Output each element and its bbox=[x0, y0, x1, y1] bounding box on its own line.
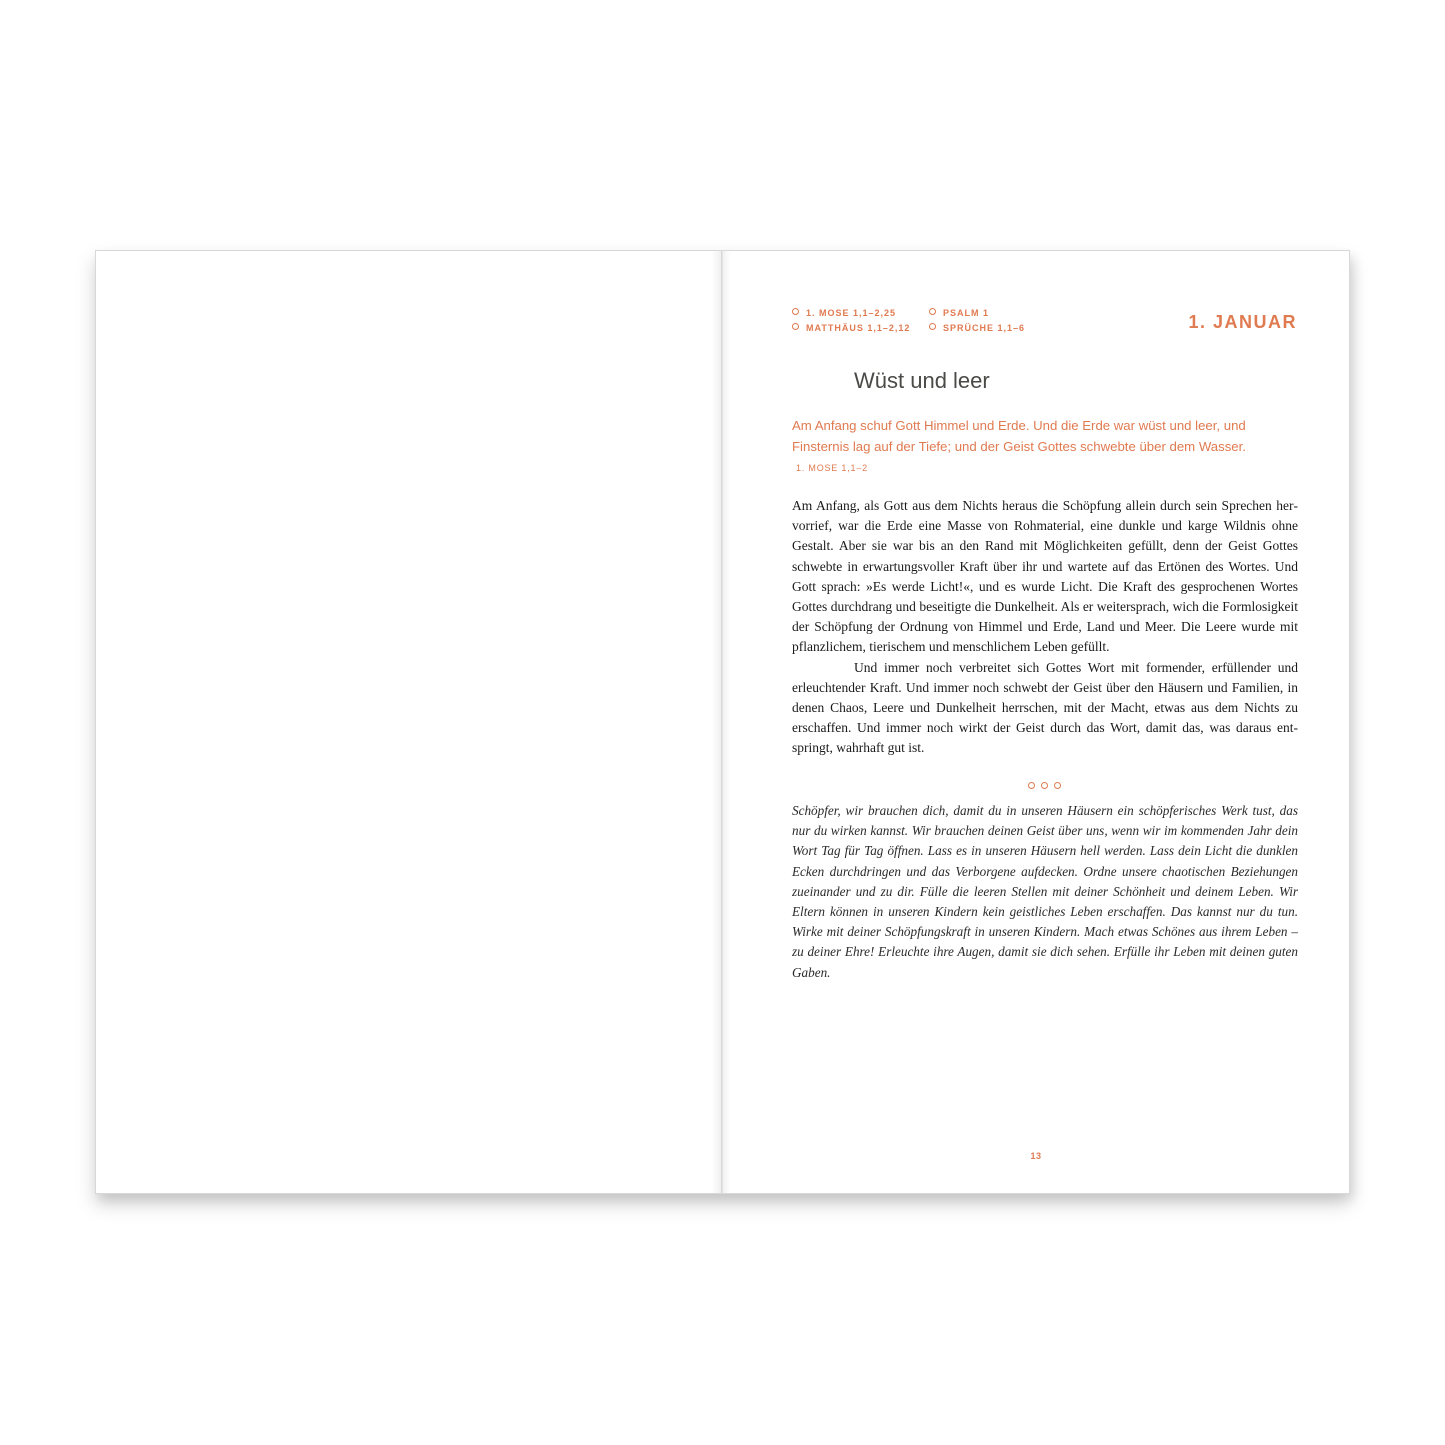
devotional-text bbox=[792, 496, 1298, 759]
circle-bullet-icon bbox=[792, 308, 799, 315]
page-title: Wüst und leer bbox=[854, 368, 990, 393]
circle-bullet-icon bbox=[929, 308, 936, 315]
right-page bbox=[722, 250, 1350, 1194]
reading-item: SPRÜCHE 1,1–6 bbox=[929, 321, 1025, 336]
circle-ornament-icon bbox=[1028, 782, 1035, 789]
circle-ornament-icon bbox=[1041, 782, 1048, 789]
body-paragraph: Am Anfang, als Gott aus dem Nichts heraus die Schöpfung allein durch sein Sprechen hervorrief, war die Erde eine Masse von Rohmaterial, eine dunkle und karge Wildnis ohne Gestalt. Aber sie war bis an den Rand mit Möglichkeiten gefüllt, denn der Geist Gottes schwebte in erwartungsvoller Kraft über ihr und wartete auf das Ertönen des Wortes. Und Gott sprach: »Es werde Licht!«, und es wurde Licht. Die Kraft des gesprochenen Wortes Gottes durchdrang und beseitigte die Dunkelheit. Als er weitersprach, wich die Formlosigkeit der Schöpfung der Ordnung von Himmel und Erde, Land und Meer. Die Leere wurde mit pflanzlichem, tierischem und menschlichem Leben gefüllt. bbox=[792, 498, 1298, 655]
verse-reference: 1. MOSE 1,1–2 bbox=[796, 463, 868, 473]
book-spread bbox=[95, 250, 1350, 1194]
date-heading: 1. JANUAR bbox=[1188, 312, 1297, 332]
circle-bullet-icon bbox=[792, 323, 799, 330]
body-paragraph: Und immer noch verbreitet sich Gottes Wort mit formender, erfüllender und erleuchtender Kraft. Und immer noch schwebt der Geist über den Häusern und Familien, in denen Chaos, Leere und Dunkelheit herrschen, mit der Macht, etwas aus dem Nichts zu erschaffen. Und immer noch wirkt der Geist durch das Wort, damit das, was daraus entspringt, wahrhaft gut ist. bbox=[792, 659, 1298, 756]
bible-verse bbox=[792, 416, 1247, 479]
reading-item: 1. MOSE 1,1–2,25 bbox=[792, 306, 896, 321]
circle-bullet-icon bbox=[929, 323, 936, 330]
page-number: 13 bbox=[1030, 1151, 1042, 1161]
ornament-divider bbox=[1028, 776, 1068, 786]
circle-ornament-icon bbox=[1054, 782, 1061, 789]
prayer-text: Schöpfer, wir brauchen dich, damit du in unseren Häusern ein schöpferisches Werk tust, das nur du wirken kannst. Wir brauchen deinen Geist über uns, wenn wir im kommenden Jahr dein Wort Tag für Tag öffnen. Lass es in unseren Häusern hell werden. Lass dein Licht die dunklen Ecken durchdringen und das Verborgene aufdecken. Ordne unsere chaotischen Beziehungen zueinander und zu dir. Fülle die leeren Stellen mit deiner Schönheit und deinem Leben. Wir Eltern können in unseren Kindern kein geistliches Leben erschaffen. Das kannst nur du tun. Wirke mit deiner Schöpfungskraft in unseren Kindern. Mach etwas Schönes aus ihrem Leben – zu deiner Ehre! Erleuchte ihre Augen, damit sie dich sehen. Erfülle ihr Leben mit deinen guten Gaben. bbox=[792, 803, 1298, 980]
verse-text: Am Anfang schuf Gott Himmel und Erde. Und die Erde war wüst und leer, und Finsternis lag auf der Tiefe; und der Geist Gottes schwebte über dem Wasser. bbox=[792, 418, 1246, 454]
reading-item: MATTHÄUS 1,1–2,12 bbox=[792, 321, 910, 336]
reading-item: PSALM 1 bbox=[929, 306, 989, 321]
left-page bbox=[95, 250, 722, 1194]
